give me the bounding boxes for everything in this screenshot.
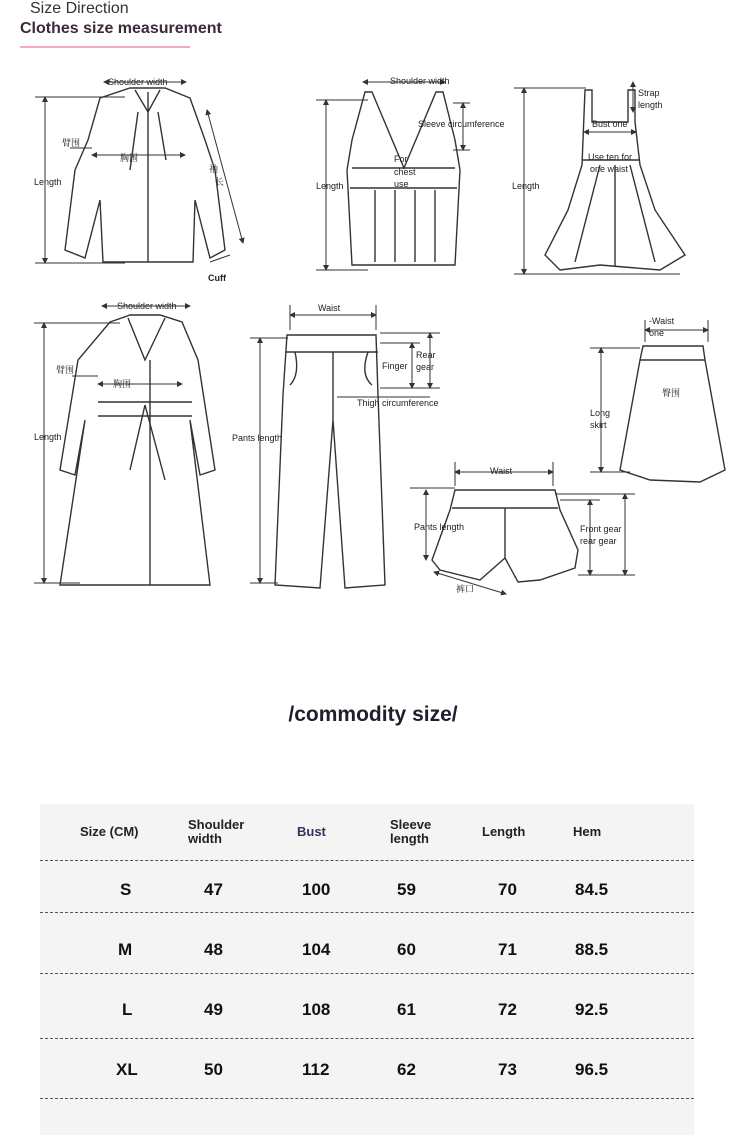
row-divider	[40, 912, 694, 913]
skirt-measure-lines	[590, 320, 708, 472]
row-divider	[40, 1098, 694, 1099]
pants-rear-label-b: gear	[416, 362, 435, 372]
cell-hem: 88.5	[575, 940, 609, 959]
dress-length-label: Length	[512, 181, 540, 191]
pants-length-label: Pants length	[232, 433, 283, 443]
shorts-illustration	[432, 490, 578, 582]
skirt-hip-label: 臀围	[662, 388, 681, 398]
shorts-rear-label: rear gear	[580, 536, 617, 546]
vest-length-label: Length	[316, 181, 344, 191]
measurement-diagram	[0, 60, 746, 620]
row-divider	[40, 973, 694, 974]
shorts-waist-label: Waist	[490, 466, 513, 476]
cell-size: M	[118, 940, 133, 959]
cell-sleeve-length: 62	[397, 1060, 416, 1079]
header-length: Length	[482, 824, 526, 839]
coat-length-label: Length	[34, 432, 62, 442]
vest-chest-label-a: For	[394, 154, 408, 164]
dress-waist-label-b: one waist	[590, 164, 629, 174]
shirt-sleeve-label-b: 长	[215, 177, 225, 187]
vest-sleeve-label: Sleeve circumference	[418, 119, 505, 129]
cell-shoulder-width: 49	[204, 1000, 223, 1019]
pants-measure-lines	[250, 305, 440, 583]
vest-shoulder-label: Shoulder width	[390, 76, 450, 86]
cell-hem: 96.5	[575, 1060, 609, 1079]
shirt-bust-label: 胸围	[120, 153, 139, 163]
cell-shoulder-width: 47	[204, 880, 223, 899]
dress-strap-label-b: length	[638, 100, 663, 110]
table-row	[40, 980, 694, 1040]
skirt-long-label-b: skirt	[590, 420, 607, 430]
dress-bust-label: Bust one	[592, 119, 628, 129]
vest-chest-label-b: chest	[394, 167, 416, 177]
skirt-long-label-a: Long	[590, 408, 611, 418]
shirt-arm-label: 臂围	[62, 138, 81, 148]
shorts-front-label: Front gear	[580, 524, 622, 534]
pants-thigh-label: Thigh circumference	[357, 398, 439, 408]
cell-sleeve-length: 60	[397, 940, 416, 959]
shirt-shoulder-label: Shoulder width	[108, 77, 168, 87]
skirt-waist-label-a: -Waist	[649, 316, 675, 326]
cell-bust: 112	[302, 1060, 330, 1079]
coat-measure-lines	[34, 306, 190, 583]
header-size: Size (CM)	[80, 824, 139, 839]
dress-waist-label-a: Use ten for	[588, 152, 633, 162]
dress-illustration	[545, 90, 685, 270]
vest-chest-label-c: use	[394, 179, 409, 189]
coat-arm-label: 臂围	[56, 365, 75, 375]
coat-illustration	[60, 315, 215, 585]
header-title: Clothes size measurement	[20, 20, 222, 37]
cell-shoulder-width: 48	[204, 940, 223, 959]
cell-shoulder-width: 50	[204, 1060, 223, 1079]
coat-bust-label: 胸围	[113, 379, 132, 389]
shorts-hem-label: 裤口	[456, 584, 475, 594]
table-header-row	[40, 804, 694, 860]
shirt-length-label: Length	[34, 177, 62, 187]
pants-finger-label: Finger	[382, 361, 408, 371]
cell-length: 73	[498, 1060, 517, 1079]
cell-size: XL	[116, 1060, 138, 1079]
cell-hem: 84.5	[575, 880, 609, 899]
header-underline	[20, 46, 190, 48]
cell-length: 70	[498, 880, 517, 899]
cell-size: S	[120, 880, 132, 899]
header-sleeve-length: Sleeve length	[390, 817, 432, 846]
cell-hem: 92.5	[575, 1000, 609, 1019]
section-title: /commodity size/	[288, 703, 458, 726]
dress-strap-label-a: Strap	[638, 88, 660, 98]
pants-waist-label: Waist	[318, 303, 341, 313]
cell-length: 71	[498, 940, 517, 959]
cell-bust: 104	[302, 940, 331, 959]
shorts-length-label: Pants length	[414, 522, 465, 532]
cell-sleeve-length: 59	[397, 880, 416, 899]
cell-bust: 100	[302, 880, 331, 899]
shirt-sleeve-label-a: 袖	[209, 164, 219, 174]
pants-illustration	[275, 335, 385, 588]
header-bust: Bust	[297, 824, 326, 839]
header-subtitle: Size Direction	[30, 0, 129, 17]
table-row	[40, 920, 694, 980]
cell-length: 72	[498, 1000, 517, 1019]
size-table	[40, 804, 694, 1135]
skirt-illustration	[620, 346, 725, 482]
cell-size: L	[122, 1000, 133, 1019]
coat-shoulder-label: Shoulder width	[117, 301, 177, 311]
header-shoulder-width: Shoulder width	[188, 817, 245, 846]
table-row	[40, 1040, 694, 1100]
row-divider	[40, 1038, 694, 1039]
pants-rear-label-a: Rear	[416, 350, 436, 360]
cell-bust: 108	[302, 1000, 331, 1019]
shirt-illustration	[65, 88, 225, 262]
skirt-waist-label-b: one	[649, 328, 665, 338]
shirt-cuff-label: Cuff	[208, 273, 226, 283]
header-hem: Hem	[573, 824, 602, 839]
table-row	[40, 860, 694, 920]
cell-sleeve-length: 61	[397, 1000, 416, 1019]
